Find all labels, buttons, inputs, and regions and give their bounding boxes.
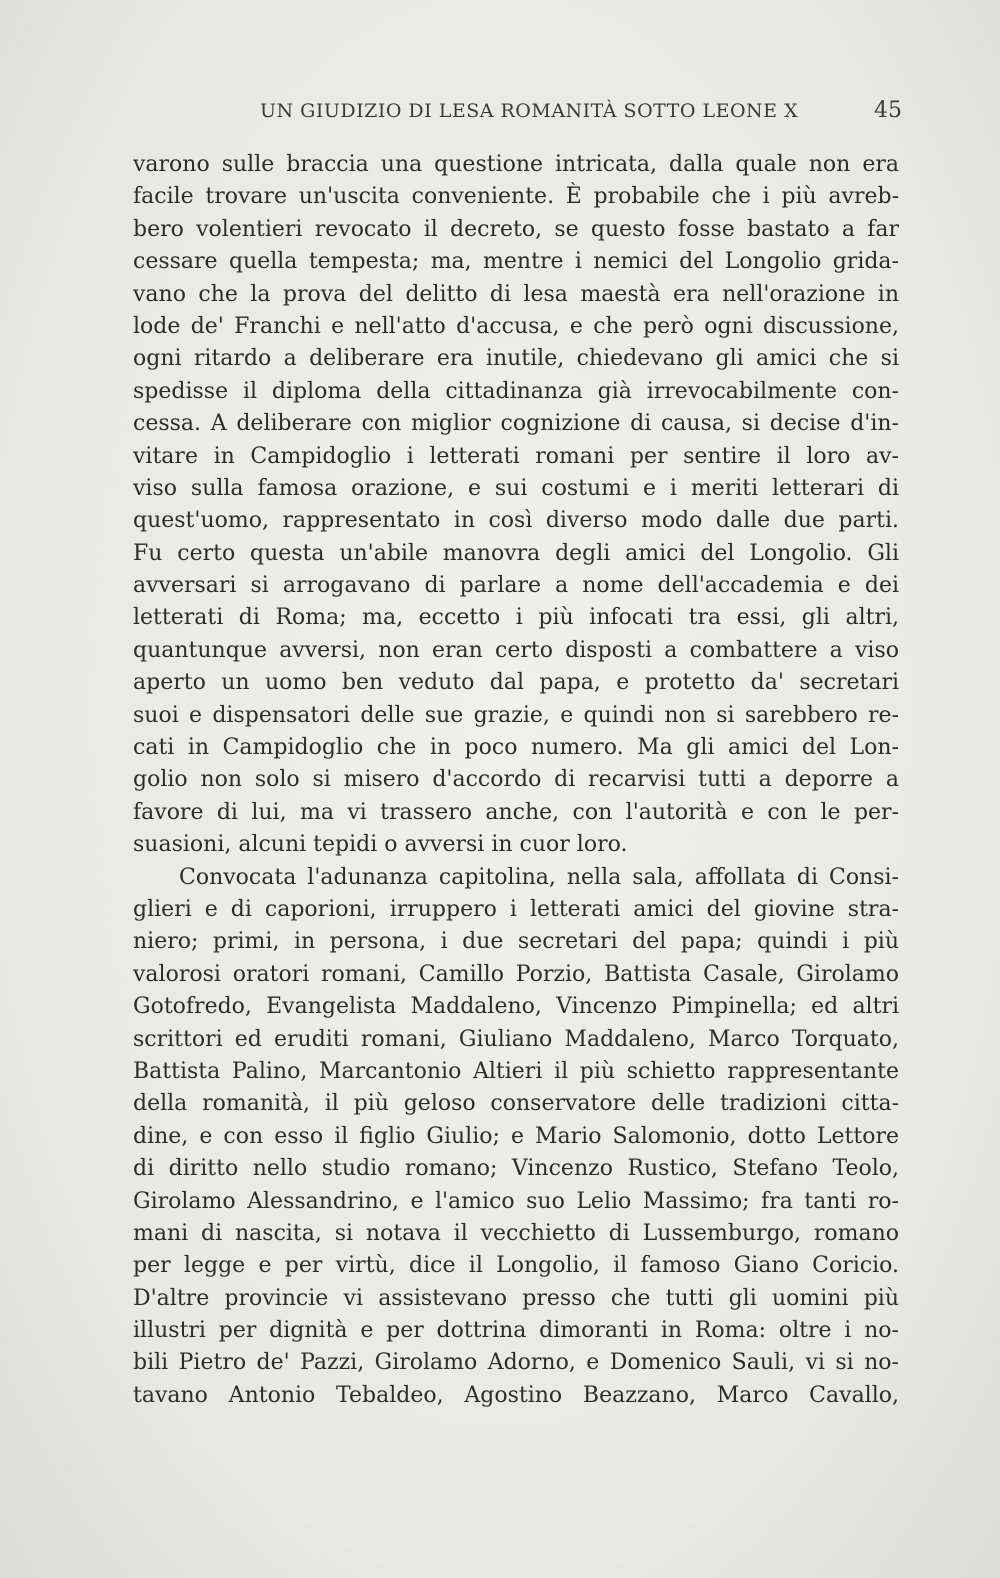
text-line: viso sulla famosa orazione, e sui costumi e i meriti letterari di: [133, 475, 899, 501]
text-line: valorosi oratori romani, Camillo Porzio, Battista Casale, Girolamo: [133, 961, 899, 987]
text-line: favore di lui, ma vi trassero anche, con l'autorità e con le per-: [133, 799, 899, 825]
text-line: di diritto nello studio romano; Vincenzo Rustico, Stefano Teolo,: [133, 1156, 899, 1182]
text-line: aperto un uomo ben veduto dal papa, e protetto da' secretari: [133, 670, 899, 696]
text-line: cessare quella tempesta; ma, mentre i nemici del Longolio grida-: [133, 249, 899, 275]
text-line: golio non solo si misero d'accordo di recarvisi tutti a deporre a: [133, 767, 899, 793]
text-line: vitare in Campidoglio i letterati romani per sentire il loro av-: [133, 443, 899, 469]
text-line: avversari si arrogavano di parlare a nome dell'accademia e dei: [133, 573, 899, 599]
text-line: glieri e di caporioni, irruppero i letterati amici del giovine stra-: [133, 896, 899, 922]
text-line: vano che la prova del delitto di lesa maestà era nell'orazione in: [133, 281, 899, 307]
running-head: [130, 96, 902, 126]
text-line: cessa. A deliberare con miglior cognizione di causa, si decise d'in-: [133, 411, 899, 437]
text-line: quest'uomo, rappresentato in così diverso modo dalle due parti.: [133, 508, 899, 534]
text-line: illustri per dignità e per dottrina dimoranti in Roma: oltre i no-: [133, 1318, 899, 1344]
page-number: 45: [874, 98, 902, 123]
text-line: mani di nascita, si notava il vecchietto di Lussemburgo, romano: [133, 1220, 899, 1246]
text-line: bili Pietro de' Pazzi, Girolamo Adorno, e Domenico Sauli, vi si no-: [133, 1350, 899, 1376]
running-title: UN GIUDIZIO DI LESA ROMANITÀ SOTTO LEONE X: [260, 100, 799, 122]
text-line: D'altre provincie vi assistevano presso che tutti gli uomini più: [133, 1285, 899, 1311]
text-line: bero volentieri revocato il decreto, se questo fosse bastato a far: [133, 216, 899, 242]
text-line: scrittori ed eruditi romani, Giuliano Maddaleno, Marco Torquato,: [133, 1026, 899, 1052]
text-line: letterati di Roma; ma, eccetto i più infocati tra essi, gli altri,: [133, 605, 899, 631]
text-line: Fu certo questa un'abile manovra degli amici del Longolio. Gli: [133, 540, 899, 566]
text-line: varono sulle braccia una questione intricata, dalla quale non era: [133, 152, 899, 177]
text-line: tavano Antonio Tebaldeo, Agostino Beazzano, Marco Cavallo,: [133, 1382, 899, 1408]
text-line: quantunque avversi, non eran certo disposti a combattere a viso: [133, 637, 899, 663]
text-line: spedisse il diploma della cittadinanza già irrevocabilmente con-: [133, 378, 899, 404]
text-line-paragraph-end: suasioni, alcuni tepidi o avversi in cuor loro.: [133, 832, 628, 858]
text-line: dine, e con esso il figlio Giulio; e Mario Salomonio, dotto Lettore: [133, 1123, 899, 1149]
text-line: Gotofredo, Evangelista Maddaleno, Vincenzo Pimpinella; ed altri: [133, 994, 899, 1020]
text-line: Battista Palino, Marcantonio Altieri il più schietto rappresentante: [133, 1058, 899, 1084]
text-line: Girolamo Alessandrino, e l'amico suo Lelio Massimo; fra tanti ro-: [133, 1188, 899, 1214]
body-text: [133, 149, 899, 1412]
text-line: niero; primi, in persona, i due secretari del papa; quindi i più: [133, 929, 899, 955]
text-line: per legge e per virtù, dice il Longolio, il famoso Giano Coricio.: [133, 1253, 899, 1279]
text-line: della romanità, il più geloso conservatore delle tradizioni citta-: [133, 1091, 899, 1117]
text-line-paragraph-start: Convocata l'adunanza capitolina, nella sala, affollata di Consi-: [179, 864, 899, 890]
text-line: suoi e dispensatori delle sue grazie, e quindi non si sarebbero re-: [133, 702, 899, 728]
text-line: lode de' Franchi e nell'atto d'accusa, e che però ogni discussione,: [133, 313, 899, 339]
text-line: facile trovare un'uscita conveniente. È probabile che i più avreb-: [133, 184, 899, 210]
text-line: ogni ritardo a deliberare era inutile, chiedevano gli amici che si: [133, 346, 899, 372]
text-line: cati in Campidoglio che in poco numero. Ma gli amici del Lon-: [133, 735, 899, 761]
